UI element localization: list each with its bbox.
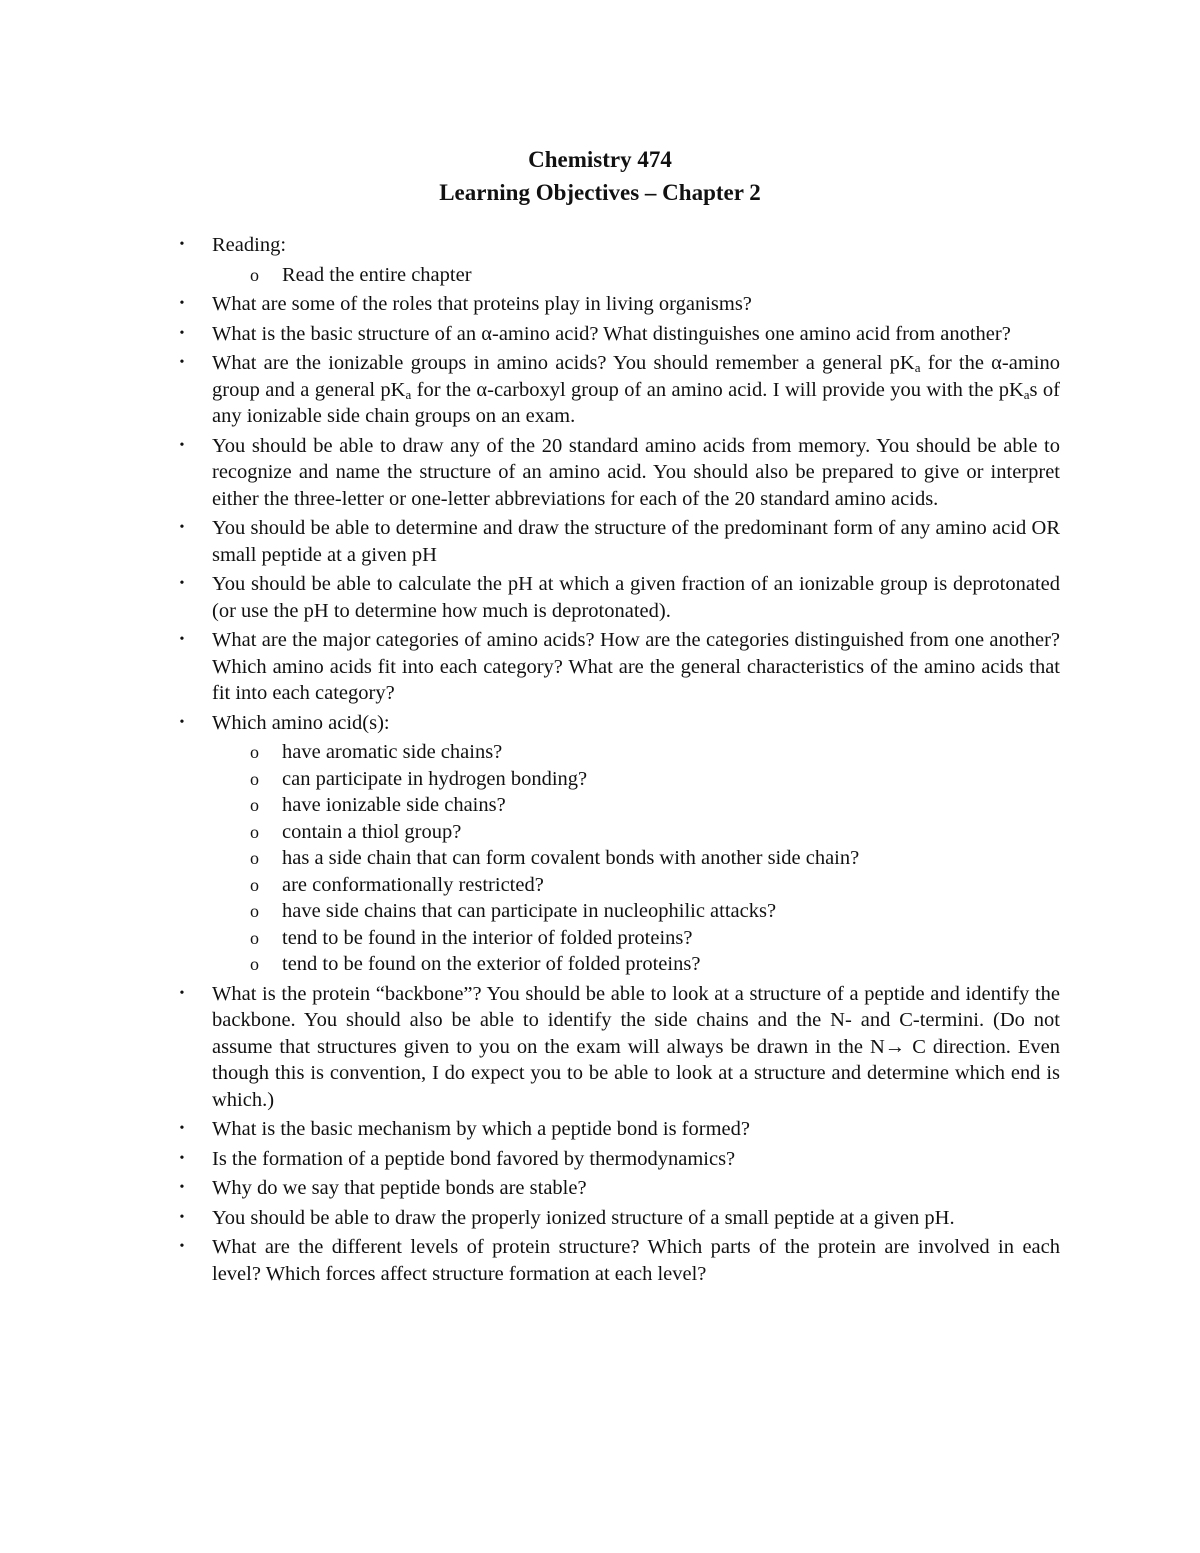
list-item	[0, 232, 1060, 259]
sub-list	[0, 262, 1200, 289]
sub-item-text: have aromatic side chains?	[282, 741, 503, 763]
sub-item-text: contain a thiol group?	[282, 820, 462, 843]
item-text: What is the basic structure of an α-amino acid? What distinguishes one amino acid from another?	[212, 322, 1011, 345]
item-text: Which amino acid(s):	[212, 711, 390, 734]
subscript: a	[914, 360, 921, 375]
circle-bullet-icon: o	[250, 768, 259, 789]
sub-list	[0, 739, 1200, 978]
circle-bullet-icon: o	[250, 848, 259, 868]
bullet-icon: •	[179, 632, 185, 647]
item-text: Why do we say that peptide bonds are stable?	[212, 1177, 587, 1199]
list-item	[0, 627, 1060, 707]
bullet-icon: •	[179, 520, 185, 535]
sub-list-item	[0, 792, 1062, 819]
list-item	[0, 1116, 1060, 1143]
bullet-icon: •	[179, 985, 185, 1001]
item-text: Reading:	[212, 234, 287, 256]
circle-bullet-icon: o	[250, 927, 259, 948]
sub-item-text: can participate in hydrogen bonding?	[282, 767, 588, 790]
circle-bullet-icon: o	[250, 821, 259, 842]
title-block	[0, 143, 1200, 209]
item-text: Is the formation of a peptide bond favored by thermodynamics?	[212, 1147, 736, 1170]
sub-item-text: Read the entire chapter	[282, 263, 472, 286]
bullet-icon: •	[179, 296, 185, 311]
text-part: s of any ionizable side chain groups on an exam.	[212, 378, 1060, 427]
circle-bullet-icon: o	[250, 874, 259, 895]
circle-bullet-icon: o	[250, 901, 259, 921]
sub-item-text: are conformationally restricted?	[282, 873, 544, 896]
subscript: a	[405, 386, 412, 402]
sub-list-item	[0, 819, 1062, 846]
bullet-icon: •	[179, 1150, 185, 1166]
bullet-icon: •	[179, 1209, 185, 1225]
sub-item-text: tend to be found on the exterior of folded proteins?	[282, 953, 701, 975]
sub-list-item	[0, 898, 1062, 925]
bullet-icon: •	[179, 1239, 185, 1254]
sub-list-item	[0, 262, 1062, 289]
bullet-icon: •	[179, 576, 185, 591]
list-item	[0, 1146, 1060, 1173]
list-item	[0, 1175, 1060, 1202]
list-item	[0, 1234, 1060, 1287]
item-text: What is the protein “backbone”? You should be able to look at a structure of a peptide and identify the backbone. You should also be able to identify the side chains and the N- and C-termini. (Do not assume that structures given to you on the exam will always be drawn in the N→ C direction. Even though this is convention, I do expect you to be able to look at a structure and determine which end is which.)	[212, 982, 1060, 1111]
item-text: What are the different levels of protein structure? Which parts of the protein are involved in each level? Which forces affect structure formation at each level?	[212, 1236, 1060, 1285]
sub-item-text: have ionizable side chains?	[282, 794, 506, 816]
sub-list-item	[0, 951, 1062, 978]
item-text: You should be able to determine and draw the structure of the predominant form of any amino acid OR small peptide at a given pH	[212, 517, 1060, 566]
document-subtitle: Learning Objectives – Chapter 2	[439, 180, 761, 205]
sub-list-item	[0, 872, 1062, 899]
list-item	[0, 981, 1060, 1114]
text-part: for the α-carboxyl group of an amino acid. I will provide you with the pK	[411, 378, 1024, 401]
item-text: What is the basic mechanism by which a peptide bond is formed?	[212, 1118, 750, 1140]
subscript: a	[1023, 386, 1030, 402]
item-text: You should be able to draw any of the 20 standard amino acids from memory. You should be able to recognize and name the structure of an amino acid. You should also be prepared to give or interpret either the three-letter or one-letter abbreviations for each of the 20 standard amino acids.	[212, 434, 1060, 510]
text-part: What are the ionizable groups in amino acids? You should remember a general pK	[212, 352, 915, 374]
list-item	[0, 291, 1060, 318]
list-item	[0, 710, 1060, 737]
sub-list-item	[0, 845, 1062, 872]
item-text: You should be able to calculate the pH at which a given fraction of an ionizable group is deprotonated (or use the pH to determine how much is deprotonated).	[212, 573, 1060, 622]
bullet-icon: •	[179, 355, 185, 370]
list-item	[0, 571, 1060, 624]
sub-item-text: tend to be found in the interior of folded proteins?	[282, 926, 693, 949]
list-item	[0, 515, 1060, 568]
item-text: You should be able to draw the properly ionized structure of a small peptide at a given pH.	[212, 1206, 955, 1229]
document-title: Chemistry 474	[528, 147, 672, 172]
item-text: What are some of the roles that proteins play in living organisms?	[212, 293, 752, 315]
sub-item-text: has a side chain that can form covalent bonds with another side chain?	[282, 847, 860, 869]
list-item	[0, 433, 1060, 513]
bullet-icon: •	[179, 437, 185, 453]
sub-item-text: have side chains that can participate in nucleophilic attacks?	[282, 900, 777, 922]
objectives-list	[0, 232, 1200, 1290]
text-part: for the α-amino group and a general pK	[212, 352, 1060, 401]
circle-bullet-icon: o	[250, 264, 259, 285]
bullet-icon: •	[179, 325, 185, 341]
item-text	[212, 352, 1060, 427]
circle-bullet-icon: o	[250, 742, 259, 762]
list-item	[0, 1205, 1060, 1232]
list-item	[0, 350, 1060, 430]
bullet-icon: •	[179, 1121, 185, 1136]
bullet-icon: •	[179, 1180, 185, 1195]
bullet-icon: •	[179, 714, 185, 730]
sub-list-item	[0, 925, 1062, 952]
bullet-icon: •	[179, 237, 185, 252]
list-item	[0, 321, 1060, 348]
item-text: What are the major categories of amino acids? How are the categories distinguished from one another? Which amino acids fit into each category? What are the general characteristics of the amino acids that fit into each category?	[212, 629, 1060, 704]
circle-bullet-icon: o	[250, 795, 259, 815]
sub-list-item	[0, 766, 1062, 793]
circle-bullet-icon: o	[250, 954, 259, 974]
sub-list-item	[0, 739, 1062, 766]
